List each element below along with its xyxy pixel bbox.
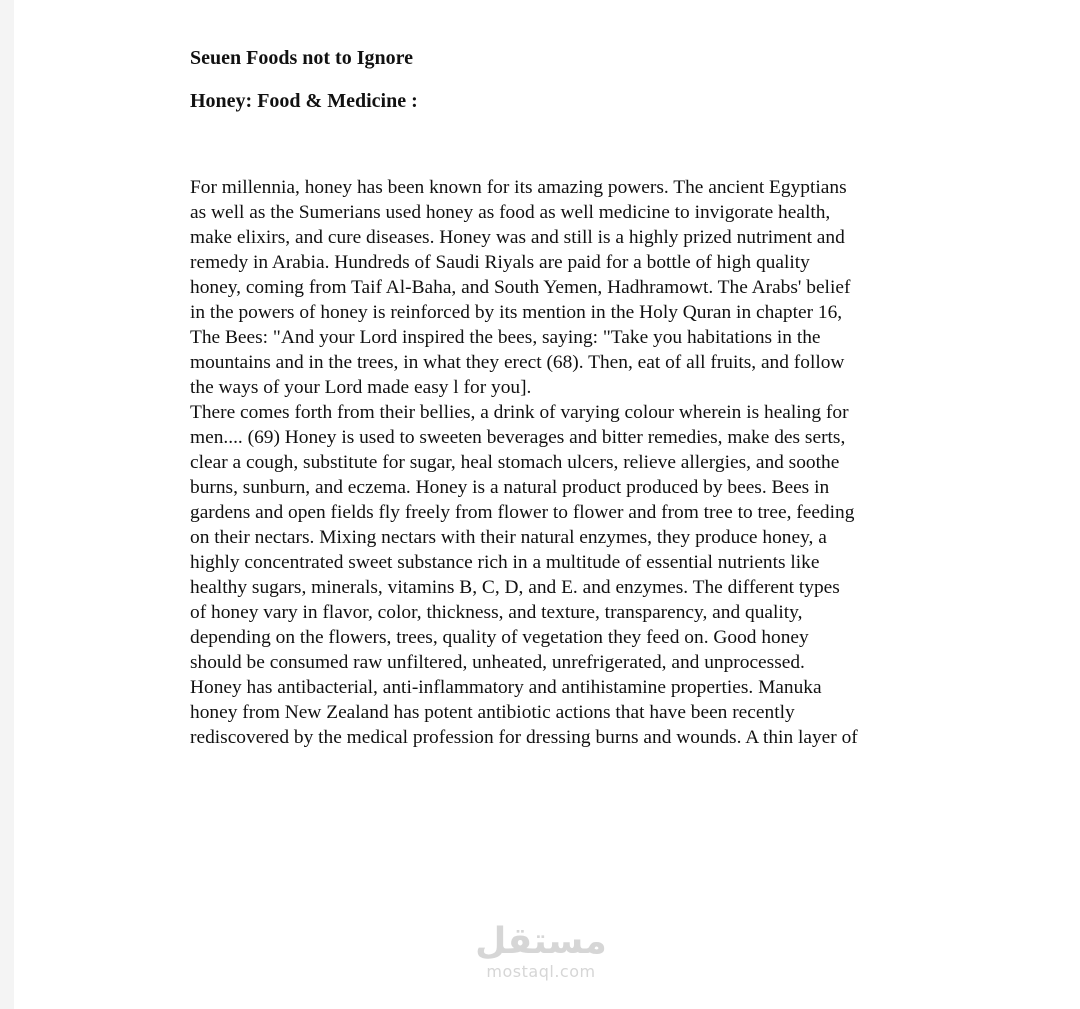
- text-line: the ways of your Lord made easy l for you].: [190, 377, 532, 398]
- watermark-logo: مستقل: [475, 921, 607, 962]
- text-line: rediscovered by the medical profession for dressing burns and wounds. A thin layer of: [190, 727, 858, 748]
- text-line: of honey vary in flavor, color, thickness, and texture, transparency, and quality,: [190, 602, 803, 623]
- document-title: Seuen Foods not to Ignore: [190, 47, 413, 69]
- section-heading: Honey: Food & Medicine :: [190, 90, 418, 112]
- text-line: make elixirs, and cure diseases. Honey was and still is a highly prized nutriment and: [190, 227, 845, 248]
- text-line: There comes forth from their bellies, a drink of varying colour wherein is healing for: [190, 402, 849, 423]
- text-line: remedy in Arabia. Hundreds of Saudi Riyals are paid for a bottle of high quality: [190, 252, 810, 273]
- watermark: [468, 922, 614, 982]
- text-line: clear a cough, substitute for sugar, heal stomach ulcers, relieve allergies, and soothe: [190, 452, 840, 473]
- text-line: honey from New Zealand has potent antibiotic actions that have been recently: [190, 702, 795, 723]
- text-line: depending on the flowers, trees, quality of vegetation they feed on. Good honey: [190, 627, 809, 648]
- text-line: highly concentrated sweet substance rich in a multitude of essential nutrients like: [190, 552, 820, 573]
- text-line: burns, sunburn, and eczema. Honey is a natural product produced by bees. Bees in: [190, 477, 830, 498]
- text-line: healthy sugars, minerals, vitamins B, C, D, and E. and enzymes. The different types: [190, 577, 840, 598]
- body-paragraph: [190, 175, 858, 750]
- text-line: in the powers of honey is reinforced by its mention in the Holy Quran in chapter 16,: [190, 302, 843, 323]
- text-line: honey, coming from Taif Al-Baha, and South Yemen, Hadhramowt. The Arabs' belief: [190, 277, 851, 298]
- text-line: on their nectars. Mixing nectars with their natural enzymes, they produce honey, a: [190, 527, 827, 548]
- text-line: For millennia, honey has been known for its amazing powers. The ancient Egyptians: [190, 177, 847, 198]
- text-line: gardens and open fields fly freely from flower to flower and from tree to tree, feeding: [190, 502, 855, 523]
- document-page: [14, 0, 1080, 1009]
- watermark-url: mostaql.com: [486, 962, 596, 981]
- text-line: The Bees: "And your Lord inspired the bees, saying: "Take you habitations in the: [190, 327, 821, 348]
- text-line: mountains and in the trees, in what they erect (68). Then, eat of all fruits, and follow: [190, 352, 845, 373]
- text-line: men.... (69) Honey is used to sweeten beverages and bitter remedies, make des serts,: [190, 427, 846, 448]
- text-line: Honey has antibacterial, anti-inflammatory and antihistamine properties. Manuka: [190, 677, 822, 698]
- text-line: should be consumed raw unfiltered, unheated, unrefrigerated, and unprocessed.: [190, 652, 805, 673]
- text-line: as well as the Sumerians used honey as food as well medicine to invigorate health,: [190, 202, 831, 223]
